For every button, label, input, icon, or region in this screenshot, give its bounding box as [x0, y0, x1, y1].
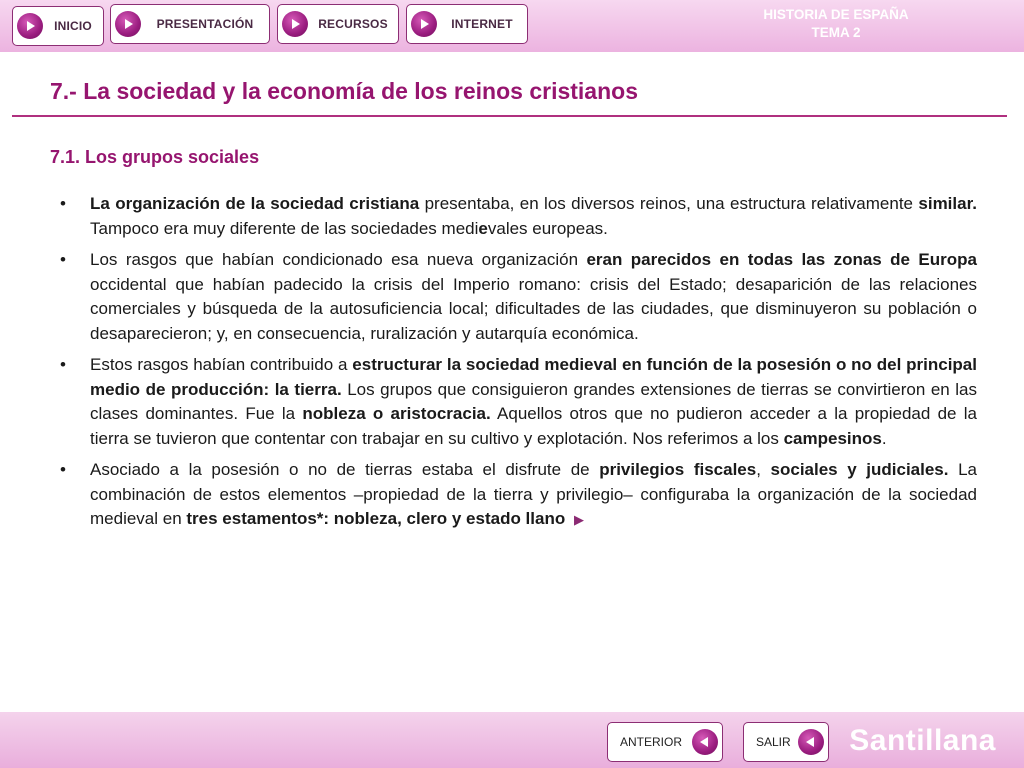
paragraph-2 — [90, 248, 977, 346]
bullet-marker: • — [60, 250, 66, 269]
presentacion-button[interactable] — [110, 4, 270, 44]
text: vales europeas. — [487, 218, 608, 238]
page-title: 7.- La sociedad y la economía de los reinos cristianos — [50, 78, 638, 104]
recursos-button[interactable] — [277, 4, 399, 44]
text: Estos rasgos habían contribuido a — [90, 355, 353, 374]
anterior-button[interactable] — [607, 722, 723, 762]
bold-text: e — [478, 218, 488, 238]
more-link-icon[interactable]: ▶ — [573, 512, 584, 527]
section-subtitle: 7.1. Los grupos sociales — [50, 147, 260, 167]
text: occidental que habían padecido la crisis del Imperio romano: crisis del Estado; desaparición de las relaciones comerciales y búsqueda de la autosuficiencia local; dificultades de las ciudades, que disminuyeron su población o desaparecieron; y, en consecuencia, ruralización y autarquía económica. — [90, 274, 977, 343]
inicio-button[interactable] — [12, 6, 104, 46]
text: Tampoco era muy diferente de las sociedades medi — [90, 218, 479, 238]
presentacion-label: PRESENTACIÓN — [156, 17, 254, 31]
text: , — [756, 460, 771, 479]
text: Los rasgos que habían condicionado esa nueva organización — [90, 250, 587, 269]
brand-logo: Santillana — [849, 724, 996, 757]
header-title-line2: TEMA 2 — [811, 25, 861, 40]
bottom-bar — [0, 712, 1024, 768]
content-list — [60, 192, 977, 540]
list-item — [60, 192, 977, 241]
inicio-label: INICIO — [54, 19, 92, 33]
text: . — [881, 428, 887, 448]
arrow-right-icon — [17, 13, 43, 39]
bold-text: nobleza o aristocracia. — [302, 404, 491, 423]
arrow-right-icon — [115, 11, 141, 37]
internet-label: INTERNET — [451, 17, 513, 31]
top-bar — [0, 0, 1024, 52]
bold-text: estructurar la sociedad medieval en función de la posesión o no del principal medio de producción: la tierra. — [90, 355, 977, 399]
text — [565, 509, 570, 528]
text: presentaba, en los diversos reinos, una estructura relativamente — [419, 194, 919, 213]
internet-button[interactable] — [406, 4, 528, 44]
bold-text: privilegios fiscales — [599, 460, 757, 479]
paragraph-3 — [90, 353, 977, 451]
salir-button[interactable] — [743, 722, 829, 762]
paragraph-4 — [90, 458, 977, 533]
list-item — [60, 353, 977, 451]
text: Aquellos otros que no pudieron acceder a la propiedad de la tierra se tuvieron que contentar con trabajar en su cultivo y explotación. Nos referimos a los — [90, 404, 977, 448]
arrow-right-icon — [282, 11, 308, 37]
text: Asociado a la posesión o no de tierras estaba el disfrute de — [90, 460, 600, 479]
title-divider — [12, 115, 1007, 117]
recursos-label: RECURSOS — [318, 17, 388, 31]
bullet-marker: • — [60, 194, 66, 213]
bold-text: campesinos — [783, 428, 882, 448]
salir-label: SALIR — [756, 735, 791, 749]
arrow-left-icon — [798, 729, 824, 755]
arrow-right-icon — [411, 11, 437, 37]
list-item — [60, 248, 977, 346]
paragraph-1 — [90, 192, 977, 241]
list-item — [60, 458, 977, 533]
header-title — [736, 6, 936, 42]
bold-text: La organización de la sociedad cristiana — [90, 194, 420, 213]
text: La combinación de estos elementos –propiedad de la tierra y privilegio– configuraba la organización de la sociedad medieval en — [90, 460, 977, 528]
bold-text: tres estamentos*: nobleza, clero y estado llano — [186, 509, 566, 528]
header-title-line1: HISTORIA DE ESPAÑA — [763, 7, 909, 22]
bold-text: sociales y judiciales. — [770, 460, 949, 479]
arrow-left-icon — [692, 729, 718, 755]
bullet-marker: • — [60, 355, 66, 374]
text: Los grupos que consiguieron grandes extensiones de tierras se convirtieron en las clases dominantes. Fue la — [90, 379, 977, 423]
anterior-label: ANTERIOR — [620, 735, 683, 749]
bullet-marker: • — [60, 460, 66, 479]
bold-text: similar. — [918, 194, 977, 213]
bold-text: eran parecidos en todas las zonas de Europa — [586, 250, 977, 269]
